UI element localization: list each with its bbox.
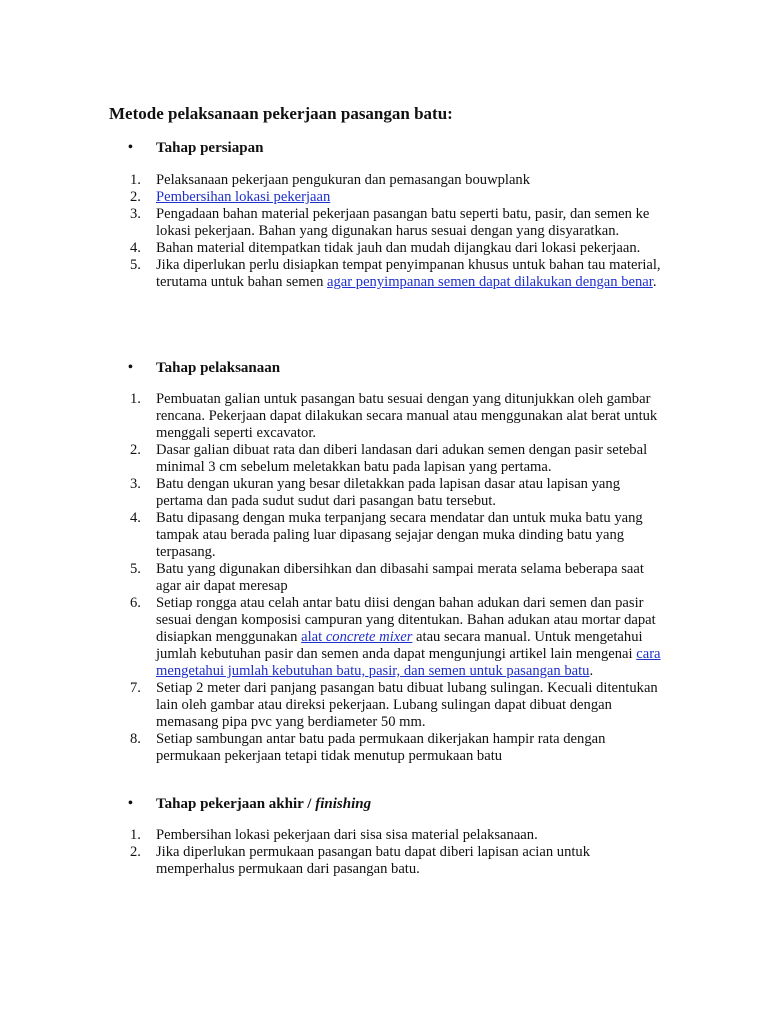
bullet-icon: • xyxy=(128,796,133,811)
list-item xyxy=(0,257,768,291)
list-item-text: Batu dengan ukuran yang besar diletakkan pada lapisan dasar atau lapisan yang pertama dan pada sudut sudut dari pasangan batu tersebut. xyxy=(156,476,620,509)
list-item-text: Bahan material ditempatkan tidak jauh dan mudah dijangkau dari lokasi pekerjaan. xyxy=(156,240,641,256)
list-item-text: Jika diperlukan permukaan pasangan batu dapat diberi lapisan acian untuk memperhalus permukaan dari pasangan batu. xyxy=(156,844,591,877)
list-item-number: 4. xyxy=(130,240,141,256)
list-item-text: Setiap rongga atau celah antar batu diisi dengan bahan adukan dari semen dan pasir sesuai dengan komposisi campuran yang ditentukan. Bahan adukan atau mortar dapat disiapkan menggunakan xyxy=(156,595,656,645)
list-item xyxy=(0,510,768,561)
article-link[interactable]: agar penyimpanan semen dapat dilakukan dengan benar xyxy=(327,274,653,290)
list-item-number: 6. xyxy=(130,595,141,611)
list-item-text: Pembuatan galian untuk pasangan batu sesuai dengan yang ditunjukkan oleh gambar rencana. Pekerjaan dapat dilakukan secara manual atau menggunakan alat berat untuk menggali seperti excavator. xyxy=(156,391,658,441)
list-item-number: 8. xyxy=(130,731,141,747)
list-item xyxy=(0,561,768,595)
list-item-number: 2. xyxy=(130,442,141,458)
list-item-text: Setiap 2 meter dari panjang pasangan batu dibuat lubang sulingan. Kecuali ditentukan lain oleh gambar atau direksi pekerjaan. Lubang sulingan dapat dibuat dengan memasang pipa pvc yang berdiameter 50 mm. xyxy=(156,680,658,730)
list-item xyxy=(0,391,768,442)
section-heading-persiapan xyxy=(0,138,768,158)
list-item-number: 4. xyxy=(130,510,141,526)
list-item xyxy=(0,189,768,206)
list-item-text: Dasar galian dibuat rata dan diberi landasan dari adukan semen dengan pasir setebal minimal 3 cm sebelum meletakkan batu pada lapisan yang pertama. xyxy=(156,442,648,475)
steps-list-pelaksanaan xyxy=(0,391,768,765)
list-item-number: 2. xyxy=(130,844,141,860)
list-item-number: 5. xyxy=(130,561,141,577)
list-item-text: Batu dipasang dengan muka terpanjang secara mendatar dan untuk muka batu yang tampak atau berada paling luar dipasang sejajar dengan muka dinding batu yang terpasang. xyxy=(156,510,643,560)
list-item-number: 2. xyxy=(130,189,141,205)
list-item xyxy=(0,172,768,189)
section-heading-text: Tahap pekerjaan akhir / finishing xyxy=(156,796,372,812)
list-item-number: 1. xyxy=(130,827,141,843)
bullet-icon: • xyxy=(128,360,133,375)
list-item xyxy=(0,680,768,731)
list-item xyxy=(0,442,768,476)
list-item-text: . xyxy=(652,274,657,290)
article-link[interactable]: cara mengetahui jumlah kebutuhan batu, pasir, dan semen untuk pasangan batu xyxy=(156,646,661,679)
list-item-text: Setiap sambungan antar batu pada permukaan dikerjakan hampir rata dengan permukaan pekerjaan tetapi tidak menutup permukaan batu xyxy=(156,731,606,764)
list-item-text: Jika diperlukan perlu disiapkan tempat penyimpanan khusus untuk bahan tau material, terutama untuk bahan semen xyxy=(156,257,661,290)
bullet-icon: • xyxy=(128,140,133,155)
list-item xyxy=(0,240,768,257)
steps-list-finishing xyxy=(0,827,768,878)
list-item xyxy=(0,827,768,844)
list-item-text: Batu yang digunakan dibersihkan dan dibasahi sampai merata selama beberapa saat agar air dapat meresap xyxy=(156,561,644,594)
list-item-text: . xyxy=(589,663,594,679)
list-item-text: Pembersihan lokasi pekerjaan dari sisa sisa material pelaksanaan. xyxy=(156,827,538,843)
list-item xyxy=(0,206,768,240)
section-heading-pelaksanaan xyxy=(0,358,768,378)
list-item-number: 3. xyxy=(130,206,141,222)
list-item-number: 5. xyxy=(130,257,141,273)
steps-list-persiapan xyxy=(0,172,768,291)
list-item-text: Pengadaan bahan material pekerjaan pasangan batu seperti batu, pasir, dan semen ke lokasi pekerjaan. Bahan yang digunakan harus sesuai dengan yang disyaratkan. xyxy=(156,206,650,239)
article-link[interactable]: concrete mixer xyxy=(325,629,413,645)
list-item-number: 1. xyxy=(130,391,141,407)
list-item xyxy=(0,476,768,510)
list-item xyxy=(0,595,768,680)
page-title: Metode pelaksanaan pekerjaan pasangan batu: xyxy=(109,104,453,123)
section-heading-text: Tahap persiapan xyxy=(156,140,264,156)
list-item-text: Pelaksanaan pekerjaan pengukuran dan pemasangan bouwplank xyxy=(156,172,531,188)
list-item-number: 1. xyxy=(130,172,141,188)
list-item xyxy=(0,731,768,765)
article-link[interactable]: Pembersihan lokasi pekerjaan xyxy=(156,189,331,205)
section-heading-text: Tahap pelaksanaan xyxy=(156,360,281,376)
section-heading-finishing xyxy=(0,794,768,814)
list-item-text: atau secara manual. Untuk mengetahui jumlah kebutuhan pasir dan semen anda dapat mengunjungi artikel lain mengenai xyxy=(156,629,643,662)
list-item xyxy=(0,844,768,878)
list-item-number: 3. xyxy=(130,476,141,492)
article-link[interactable]: alat xyxy=(301,629,326,645)
list-item-number: 7. xyxy=(130,680,141,696)
